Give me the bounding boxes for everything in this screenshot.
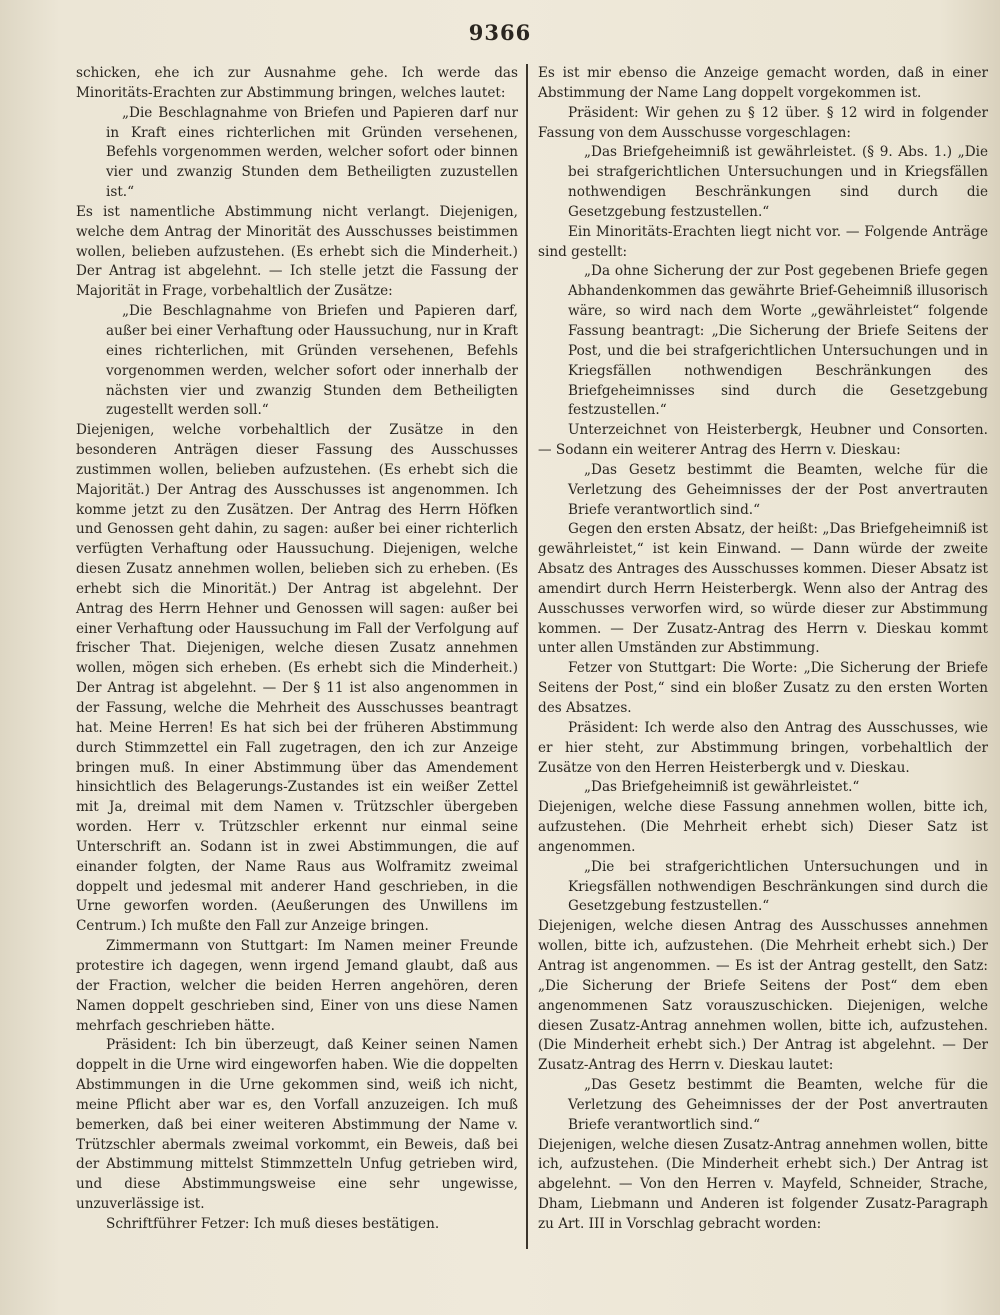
speech-president: Präsident: Ich werde also den Antrag des Ausschusses, wie er hier steht, zur Abstimmung bringen, vorbehaltlich der Zusätze von den Herren Heisterbergk und v. Dieskau. (538, 719, 988, 776)
speech-zimmermann: Zimmermann von Stuttgart: Im Namen meiner Freunde protestire ich dagegen, wenn irgend Jemand glaubt, daß aus der Fraction, welcher die beiden Herren angehören, deren Namen doppelt geschrieben sind, Einer von uns diese Namen mehrfach geschrieben hätte. (76, 938, 518, 1034)
paragraph: Es ist namentliche Abstimmung nicht verlangt. Diejenigen, welche dem Antrag der Minorität des Ausschusses beistimmen wollen, belieben aufzustehen. (Es erhebt sich die Minderheit.) Der Antrag ist abgelehnt. — Ich stelle jetzt die Fassung der Majorität in Frage, vorbehaltlich der Zusätze: (76, 203, 518, 300)
left-column (76, 64, 518, 1235)
paragraph: Es ist mir ebenso die Anzeige gemacht worden, daß in einer Abstimmung der Name Lang doppelt vorgekommen ist. (538, 65, 988, 101)
paragraph: Ein Minoritäts-Erachten liegt nicht vor. — Folgende Anträge sind gestellt: (538, 223, 988, 260)
quoted-motion: „Die Beschlagnahme von Briefen und Papieren darf nur in Kraft eines richterlichen mit Gründen versehenen, Befehls vorgenommen werden, welcher sofort oder binnen vier und zwanzig Stunden dem Betheiligten zuzustellen ist.“ (106, 104, 518, 201)
paragraph: Diejenigen, welche diesen Antrag des Ausschusses annehmen wollen, bitte ich, aufzustehen. (Die Mehrheit erhebt sich.) Der Antrag ist angenommen. — Es ist der Antrag gestellt, den Satz: „Die Sicherung der Briefe Seitens der Post“ dem eben angenommenen Satz vorauszuschicken. Diejenigen, welche diesen Zusatz-Antrag annehmen wollen, bitte ich, aufzustehen. (Die Minderheit erhebt sich.) Der Antrag ist abgelehnt. — Der Zusatz-Antrag des Herrn v. Dieskau lautet: (538, 918, 988, 1074)
speech-secretary: Schriftführer Fetzer: Ich muß dieses bestätigen. (106, 1215, 440, 1232)
column-divider (526, 64, 528, 1249)
quoted-article: „Die bei strafgerichtlichen Untersuchungen und in Kriegsfällen nothwendigen Beschränkungen sind durch die Gesetzgebung festzustellen.“ (568, 858, 988, 915)
quoted-article: „Das Briefgeheimniß ist gewährleistet.“ (584, 779, 860, 796)
quoted-motion: „Das Gesetz bestimmt die Beamten, welche für die Verletzung des Geheimnisses der der Post anvertrauten Briefe verantwortlich sind.“ (568, 1077, 988, 1133)
page-number: 9366 (468, 20, 532, 45)
speech-president: Präsident: Wir gehen zu § 12 über. § 12 wird in folgender Fassung von dem Ausschusse vorgeschlagen: (538, 104, 988, 141)
paragraph: Gegen den ersten Absatz, der heißt: „Das Briefgeheimniß ist gewährleistet,“ ist kein Einwand. — Dann würde der zweite Absatz des Antrages des Ausschusses kommen. Dieser Absatz ist amendirt durch Herrn Heisterbergk. Wenn also der Antrag des Ausschusses verworfen wird, so würde dieser zur Abstimmung kommen. — Der Zusatz-Antrag des Herrn v. Dieskau kommt unter allen Umständen zur Abstimmung. (538, 521, 988, 657)
quoted-motion: „Da ohne Sicherung der zur Post gegebenen Briefe gegen Abhandenkommen das gewährte Brief-Geheimniß illusorisch wäre, so wird nach dem Worte „gewährleistet“ folgende Fassung beantragt: „Die Sicherung der Briefe Seitens der Post, und die bei strafgerichtlichen Untersuchungen und in Kriegsfällen nothwendigen Beschränkungen des Briefgeheimnisses sind durch die Gesetzgebung festzustellen.“ (568, 263, 988, 419)
speech-president: Präsident: Ich bin überzeugt, daß Keiner seinen Namen doppelt in die Urne wird eingeworfen haben. Wie die doppelten Abstimmungen in die Urne gekommen sind, weiß ich nicht, meine Pflicht aber war es, den Vorfall anzuzeigen. Ich muß bemerken, daß bei einer weiteren Abstimmung der Name v. Trützschler abermals zweimal vorkommt, ein Beweis, daß bei der Abstimmung mittelst Stimmzetteln Unfug getrieben wird, und diese Abstimmungsweise eine sehr ungewisse, unzuverlässige ist. (76, 1037, 518, 1213)
speech-fetzer: Fetzer von Stuttgart: Die Worte: „Die Sicherung der Briefe Seitens der Post,“ sind ein bloßer Zusatz zu den ersten Worten des Absatzes. (538, 660, 988, 716)
right-column (538, 64, 988, 1235)
quoted-motion: „Das Gesetz bestimmt die Beamten, welche für die Verletzung des Geheimnisses der der Post anvertrauten Briefe verantwortlich sind.“ (568, 461, 988, 518)
paragraph: Unterzeichnet von Heisterbergk, Heubner und Consorten. — Sodann ein weiterer Antrag des Herrn v. Dieskau: (538, 422, 988, 459)
paragraph: schicken, ehe ich zur Ausnahme gehe. Ich werde das Minoritäts-Erachten zur Abstimmung bringen, welches lautet: (76, 65, 518, 101)
paragraph: Diejenigen, welche vorbehaltlich der Zusätze in den besonderen Anträgen dieser Fassung des Ausschusses zustimmen wollen, belieben aufzustehen. (Es erhebt sich die Majorität.) Der Antrag des Ausschusses ist angenommen. Ich komme jetzt zu den Zusätzen. Der Antrag des Herrn Höfken und Genossen geht dahin, zu sagen: außer bei einer richterlich verfügten Verhaftung oder Haussuchung. Diejenigen, welche diesen Zusatz annehmen wollen, belieben sich zu erheben. (Es erhebt sich die Minorität.) Der Antrag ist abgelehnt. Der Antrag des Herrn Hehner und Genossen will sagen: außer bei einer Verhaftung oder Haussuchung im Fall der Verfolgung auf frischer That. Diejenigen, welche diesen Zusatz annehmen wollen, mögen sich erheben. (Es erhebt sich die Minderheit.) Der Antrag ist abgelehnt. — Der § 11 ist also angenommen in der Fassung, welche die Mehrheit des Ausschusses beantragt hat. Meine Herren! Es hat sich bei der früheren Abstimmung durch Stimmzettel ein Fall zugetragen, den ich zur Anzeige bringen muß. In einer Abstimmung über das Amendement hinsichtlich des Belagerungs-Zustandes ist ein weißer Zettel mit Ja, dreimal mit dem Namen v. Trützschler übergeben worden. Herr v. Trützschler erkennt nur einmal seine Unterschrift an. Sodann ist in zwei Abstimmungen, die auf einander folgten, der Name Raus aus Wolframitz zweimal doppelt und jedesmal mit anderer Hand geschrieben, in die Urne geworfen worden. (Aeußerungen des Unwillens im Centrum.) Ich mußte den Fall zur Anzeige bringen. (76, 422, 518, 935)
quoted-motion: „Die Beschlagnahme von Briefen und Papieren darf, außer bei einer Verhaftung oder Haussuchung, nur in Kraft eines richterlichen, mit Gründen versehenen, Befehls vorgenommen werden, welcher sofort oder innerhalb der nächsten vier und zwanzig Stunden dem Betheiligten zugestellt werden soll.“ (106, 303, 518, 419)
paragraph: Diejenigen, welche diese Fassung annehmen wollen, bitte ich, aufzustehen. (Die Mehrheit erhebt sich) Dieser Satz ist angenommen. (538, 799, 988, 855)
quoted-article: „Das Briefgeheimniß ist gewährleistet. (§ 9. Abs. 1.) „Die bei strafgerichtlichen Untersuchungen und in Kriegsfällen nothwendigen Beschränkungen sind durch die Gesetzgebung festzustellen.“ (568, 144, 988, 220)
paragraph: Diejenigen, welche diesen Zusatz-Antrag annehmen wollen, bitte ich, aufzustehen. (Die Minderheit erhebt sich.) Der Antrag ist abgelehnt. — Von den Herren v. Mayfeld, Schneider, Strache, Dham, Liebmann und Anderen ist folgender Zusatz-Paragraph zu Art. III in Vorschlag gebracht worden: (538, 1136, 988, 1232)
